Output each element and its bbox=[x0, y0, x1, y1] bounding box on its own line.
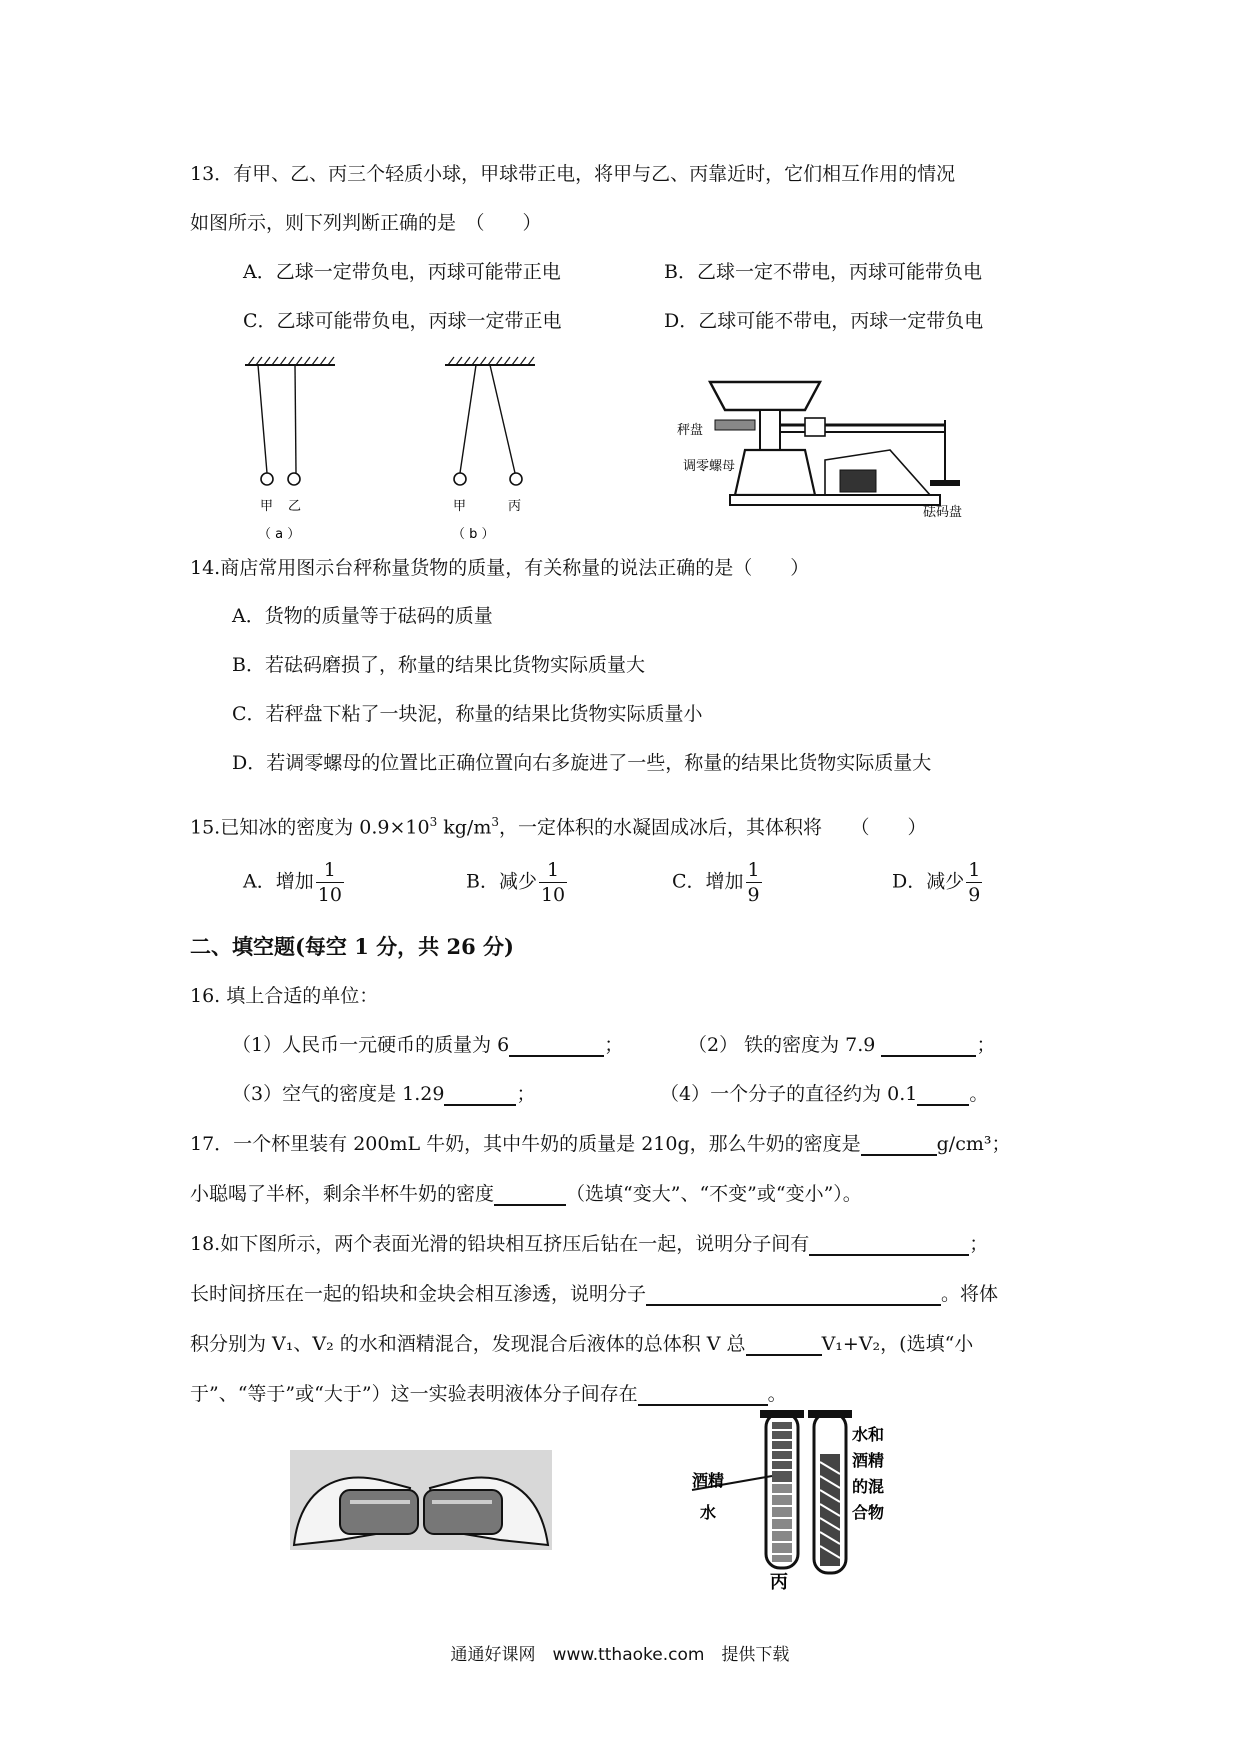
fig-b-label-jia: 甲 bbox=[453, 499, 467, 514]
q16-part-3: （3）空气的密度是 1.29 ； bbox=[232, 1083, 536, 1105]
answer-blank[interactable] bbox=[646, 1282, 941, 1306]
q13-option-d: D．乙球可能不带电，丙球一定带负电 bbox=[664, 310, 984, 332]
tube-label-water: 水 bbox=[700, 1503, 717, 1522]
tube-label-bing: 丙 bbox=[770, 1572, 788, 1590]
answer-blank[interactable] bbox=[509, 1033, 604, 1057]
q13-option-c: C．乙球可能带负电，丙球一定带正电 bbox=[243, 310, 562, 332]
q18-line-2: 长时间挤压在一起的铅块和金块会相互渗透，说明分子 。将体 bbox=[190, 1283, 999, 1305]
tube-label-mixture-4: 合物 bbox=[852, 1503, 885, 1522]
q13-stem-line2: 如图所示，则下列判断正确的是 （ ） bbox=[190, 212, 542, 234]
q13-option-b: B．乙球一定不带电，丙球可能带负电 bbox=[664, 261, 982, 283]
section-2-heading: 二、填空题(每空 1 分，共 26 分) bbox=[190, 934, 514, 959]
q16-part-4: （4）一个分子的直径约为 0.1 。 bbox=[660, 1083, 989, 1105]
q14-option-c: C．若秤盘下粘了一块泥，称量的结果比货物实际质量小 bbox=[232, 703, 703, 725]
q15-option-d: D．减少 $\frac{1}{9}$ bbox=[892, 859, 981, 906]
q18-line-1: 18.如下图所示，两个表面光滑的铅块相互挤压后钻在一起，说明分子间有 ； bbox=[190, 1233, 989, 1255]
answer-blank[interactable] bbox=[746, 1332, 822, 1356]
figure-lead-blocks bbox=[290, 1450, 552, 1550]
tube-label-mixture-2: 酒精 bbox=[852, 1451, 885, 1470]
q14-option-d: D．若调零螺母的位置比正确位置向右多旋进了一些，称量的结果比货物实际质量大 bbox=[232, 752, 932, 774]
answer-blank[interactable] bbox=[861, 1132, 937, 1156]
tube-label-mixture-3: 的混 bbox=[852, 1477, 885, 1496]
q15-stem: 15.已知冰的密度为 $0.9\times 10^3$ $kg/m^3$，一定体积的水凝固成冰后，其体积将 （ ） bbox=[190, 815, 927, 839]
q18-line-4: 于”、“等于”或“大于”）这一实验表明液体分子间存在 。 bbox=[190, 1383, 787, 1405]
fig-a-label-yi: 乙 bbox=[288, 499, 302, 514]
q15-option-b: B．减少 $\frac{1}{10}$ bbox=[466, 859, 566, 906]
tube-label-alcohol: 酒精 bbox=[692, 1471, 725, 1490]
figure-pendulum-b bbox=[440, 355, 550, 545]
scale-label-knob: 调零螺母 bbox=[683, 459, 736, 474]
fig-b-caption: （ b ） bbox=[452, 527, 495, 542]
q14-stem: 14.商店常用图示台秤称量货物的质量，有关称量的说法正确的是（ ） bbox=[190, 557, 810, 579]
scale-label-pan: 秤盘 bbox=[677, 423, 704, 438]
answer-blank[interactable] bbox=[638, 1382, 768, 1406]
q16-stem: 16. 填上合适的单位： bbox=[190, 985, 379, 1007]
q18-line-3: 积分别为 V₁、V₂ 的水和酒精混合，发现混合后液体的总体积 V 总 V₁+V₂，(选填“小 bbox=[190, 1333, 974, 1355]
q17-line-2: 小聪喝了半杯，剩余半杯牛奶的密度 （选填“变大”、“不变”或“变小”）。 bbox=[190, 1183, 862, 1205]
figure-pendulum-a bbox=[240, 355, 350, 545]
q14-option-b: B．若砝码磨损了，称量的结果比货物实际质量大 bbox=[232, 654, 645, 676]
q16-part-1: （1）人民币一元硬币的质量为 6 ； bbox=[232, 1034, 624, 1056]
q15-option-c: C．增加 $\frac{1}{9}$ bbox=[672, 859, 760, 906]
answer-blank[interactable] bbox=[494, 1182, 566, 1206]
q17-line-1: 17．一个杯里装有 200mL 牛奶，其中牛奶的质量是 210g，那么牛奶的密度是 g/cm³； bbox=[190, 1133, 1011, 1155]
q13-option-a: A．乙球一定带负电，丙球可能带正电 bbox=[243, 261, 561, 283]
fig-a-label-jia: 甲 bbox=[260, 499, 274, 514]
page-footer: 通通好课网 www.tthaoke.com 提供下载 bbox=[450, 1645, 790, 1665]
answer-blank[interactable] bbox=[881, 1033, 976, 1057]
answer-blank[interactable] bbox=[917, 1082, 969, 1106]
answer-blank[interactable] bbox=[809, 1232, 969, 1256]
figure-test-tubes bbox=[688, 1410, 908, 1590]
tube-label-mixture-1: 水和 bbox=[852, 1425, 885, 1444]
fig-a-caption: （ a ） bbox=[258, 527, 301, 542]
scale-label-weight: 砝码盘 bbox=[923, 505, 963, 520]
figure-platform-scale bbox=[675, 370, 975, 520]
answer-blank[interactable] bbox=[444, 1082, 516, 1106]
q14-option-a: A．货物的质量等于砝码的质量 bbox=[232, 605, 493, 627]
q13-stem-line1: 13．有甲、乙、丙三个轻质小球，甲球带正电，将甲与乙、丙靠近时，它们相互作用的情况 bbox=[190, 163, 956, 185]
q16-part-2: （2） 铁的密度为 7.9 ； bbox=[688, 1034, 996, 1056]
fig-b-label-bing: 丙 bbox=[508, 499, 522, 514]
q15-option-a: A．增加 $\frac{1}{10}$ bbox=[243, 859, 342, 906]
